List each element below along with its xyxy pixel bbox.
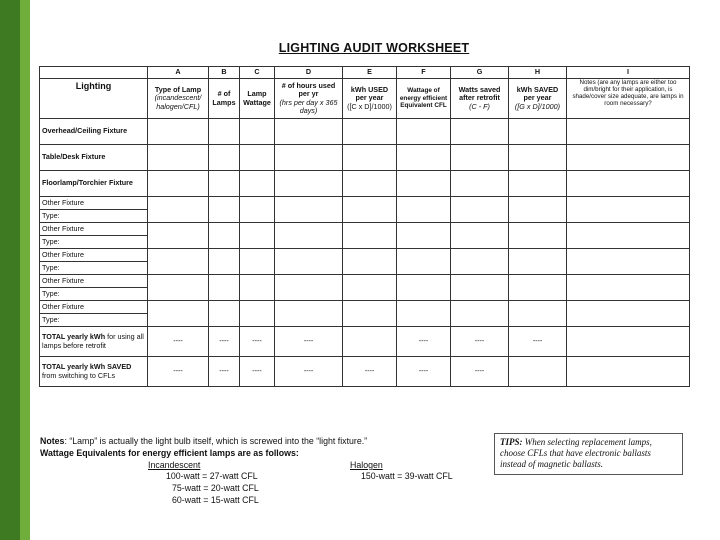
input-cell[interactable] bbox=[397, 145, 451, 171]
page-title: LIGHTING AUDIT WORKSHEET bbox=[278, 41, 470, 55]
total-saved-rest: from switching to CFLs bbox=[42, 370, 116, 380]
dash-cell: ---- bbox=[209, 357, 240, 387]
input-cell[interactable] bbox=[209, 223, 240, 249]
letter-cell: E bbox=[343, 67, 397, 79]
input-cell[interactable] bbox=[343, 119, 397, 145]
total-used-bold: TOTAL yearly kWh bbox=[42, 332, 106, 342]
header-cfl-wattage bbox=[397, 79, 451, 119]
audit-table bbox=[39, 66, 690, 387]
fixture-label: Overhead/Ceiling Fixture bbox=[40, 119, 148, 145]
input-cell[interactable] bbox=[567, 145, 690, 171]
input-cell[interactable] bbox=[240, 171, 275, 197]
dash-cell: ---- bbox=[148, 327, 209, 357]
notes-line bbox=[40, 436, 367, 446]
dash-cell: ---- bbox=[397, 357, 451, 387]
input-cell[interactable] bbox=[275, 171, 343, 197]
input-cell[interactable] bbox=[397, 223, 451, 249]
total-used-row bbox=[40, 327, 690, 357]
header-text: Watts saved after retrofit bbox=[458, 85, 501, 103]
dash-cell: ---- bbox=[509, 327, 567, 357]
input-cell[interactable] bbox=[567, 301, 690, 327]
input-cell[interactable] bbox=[397, 119, 451, 145]
table-row bbox=[40, 145, 690, 171]
input-cell[interactable] bbox=[567, 327, 690, 357]
input-cell[interactable] bbox=[209, 119, 240, 145]
input-cell[interactable] bbox=[567, 357, 690, 387]
input-cell[interactable] bbox=[209, 197, 240, 223]
header-subtext: (hrs per day x 365 days) bbox=[279, 97, 338, 115]
input-cell[interactable] bbox=[148, 223, 209, 249]
input-cell[interactable] bbox=[567, 223, 690, 249]
input-cell[interactable] bbox=[343, 197, 397, 223]
incandescent-heading: Incandescent bbox=[148, 460, 201, 470]
letter-cell: I bbox=[567, 67, 690, 79]
input-cell[interactable] bbox=[148, 119, 209, 145]
input-cell[interactable] bbox=[209, 301, 240, 327]
input-cell[interactable] bbox=[451, 145, 509, 171]
input-cell[interactable] bbox=[397, 197, 451, 223]
input-cell[interactable] bbox=[240, 145, 275, 171]
header-text: kWh USED per year bbox=[350, 85, 389, 103]
input-cell[interactable] bbox=[451, 223, 509, 249]
letter-cell: G bbox=[451, 67, 509, 79]
input-cell[interactable] bbox=[451, 275, 509, 301]
input-cell[interactable] bbox=[343, 145, 397, 171]
letter-cell: A bbox=[148, 67, 209, 79]
notes-label: Notes bbox=[40, 436, 65, 446]
dash-cell: ---- bbox=[451, 357, 509, 387]
input-cell[interactable] bbox=[275, 119, 343, 145]
dash-cell: ---- bbox=[275, 327, 343, 357]
input-cell[interactable] bbox=[509, 197, 567, 223]
wattage-equivalents-title: Wattage Equivalents for energy efficient lamps are as follows: bbox=[40, 448, 299, 458]
letter-cell bbox=[40, 67, 148, 79]
input-cell[interactable] bbox=[397, 301, 451, 327]
dash-cell: ---- bbox=[343, 357, 397, 387]
other-fixture-label: Other Fixture bbox=[40, 197, 148, 210]
header-text: # of hours used per yr bbox=[281, 80, 336, 99]
input-cell[interactable] bbox=[209, 145, 240, 171]
left-accent-bar-dark bbox=[0, 0, 20, 540]
input-cell[interactable] bbox=[240, 275, 275, 301]
input-cell[interactable] bbox=[509, 275, 567, 301]
input-cell[interactable] bbox=[343, 249, 397, 275]
dash-cell: ---- bbox=[148, 357, 209, 387]
letter-cell: H bbox=[509, 67, 567, 79]
fixture-label: Table/Desk Fixture bbox=[40, 145, 148, 171]
input-cell[interactable] bbox=[275, 223, 343, 249]
header-text: Wattage of energy efficient Equivalent CFL bbox=[399, 87, 448, 110]
input-cell[interactable] bbox=[240, 301, 275, 327]
dash-cell: ---- bbox=[397, 327, 451, 357]
input-cell[interactable] bbox=[343, 275, 397, 301]
table-row bbox=[40, 275, 690, 288]
header-type-of-lamp bbox=[148, 79, 209, 119]
header-subtext: (incandescent/ halogen/CFL) bbox=[154, 93, 202, 111]
input-cell[interactable] bbox=[567, 171, 690, 197]
other-fixture-label: Other Fixture bbox=[40, 301, 148, 314]
column-letter-row bbox=[40, 67, 690, 79]
input-cell[interactable] bbox=[148, 275, 209, 301]
header-kwh-used bbox=[343, 79, 397, 119]
header-text: Lamp Wattage bbox=[243, 89, 271, 107]
input-cell[interactable] bbox=[343, 301, 397, 327]
input-cell[interactable] bbox=[148, 197, 209, 223]
dash-cell: ---- bbox=[451, 327, 509, 357]
input-cell[interactable] bbox=[509, 223, 567, 249]
table-row bbox=[40, 301, 690, 314]
tips-text: When selecting replacement lamps, choose CFLs that have electronic ballasts instead of magnetic ballasts. bbox=[500, 437, 652, 469]
input-cell[interactable] bbox=[509, 145, 567, 171]
input-cell[interactable] bbox=[451, 197, 509, 223]
input-cell[interactable] bbox=[209, 275, 240, 301]
input-cell[interactable] bbox=[451, 249, 509, 275]
header-text: Type of Lamp bbox=[154, 85, 202, 95]
input-cell[interactable] bbox=[275, 197, 343, 223]
table-row bbox=[40, 119, 690, 145]
letter-cell: D bbox=[275, 67, 343, 79]
total-used-label bbox=[40, 327, 148, 357]
type-label: Type: bbox=[40, 314, 148, 327]
input-cell[interactable] bbox=[240, 197, 275, 223]
dash-cell: ---- bbox=[240, 357, 275, 387]
type-label: Type: bbox=[40, 236, 148, 249]
incandescent-equivalent: 100-watt = 27-watt CFL bbox=[166, 471, 258, 481]
halogen-heading: Halogen bbox=[350, 460, 383, 470]
header-notes bbox=[567, 79, 690, 119]
header-text: # of Lamps bbox=[212, 89, 236, 107]
incandescent-equivalent: 75-watt = 20-watt CFL bbox=[172, 483, 259, 493]
input-cell[interactable] bbox=[451, 301, 509, 327]
total-saved-row bbox=[40, 357, 690, 387]
header-hours-used bbox=[275, 79, 343, 119]
input-cell[interactable] bbox=[397, 171, 451, 197]
input-cell[interactable] bbox=[275, 249, 343, 275]
input-cell[interactable] bbox=[343, 327, 397, 357]
table-row bbox=[40, 197, 690, 210]
header-watts-saved bbox=[451, 79, 509, 119]
fixture-label: Floorlamp/Torchier Fixture bbox=[40, 171, 148, 197]
other-fixture-label: Other Fixture bbox=[40, 275, 148, 288]
type-label: Type: bbox=[40, 210, 148, 223]
table-row bbox=[40, 249, 690, 262]
table-row bbox=[40, 171, 690, 197]
input-cell[interactable] bbox=[275, 145, 343, 171]
input-cell[interactable] bbox=[343, 223, 397, 249]
input-cell[interactable] bbox=[451, 119, 509, 145]
header-notes-text: Notes (are any lamps are either too dim/bright for their application, is shade/cover size adequate, are lamps in room necessary? bbox=[572, 79, 684, 108]
header-lamp-wattage bbox=[240, 79, 275, 119]
tips-label: TIPS: bbox=[500, 437, 523, 447]
input-cell[interactable] bbox=[509, 357, 567, 387]
type-label: Type: bbox=[40, 288, 148, 301]
dash-cell: ---- bbox=[240, 327, 275, 357]
input-cell[interactable] bbox=[567, 119, 690, 145]
other-fixture-label: Other Fixture bbox=[40, 223, 148, 236]
input-cell[interactable] bbox=[509, 119, 567, 145]
header-row bbox=[40, 79, 690, 119]
input-cell[interactable] bbox=[397, 249, 451, 275]
input-cell[interactable] bbox=[148, 301, 209, 327]
input-cell[interactable] bbox=[567, 197, 690, 223]
letter-cell: C bbox=[240, 67, 275, 79]
input-cell[interactable] bbox=[240, 249, 275, 275]
header-kwh-saved bbox=[509, 79, 567, 119]
input-cell[interactable] bbox=[148, 145, 209, 171]
header-num-lamps bbox=[209, 79, 240, 119]
input-cell[interactable] bbox=[275, 301, 343, 327]
header-subtext: ([G x D]/1000) bbox=[514, 101, 561, 111]
header-subtext: ([C x D]/1000) bbox=[347, 101, 392, 111]
total-saved-bold: TOTAL yearly kWh SAVED bbox=[42, 362, 132, 372]
input-cell[interactable] bbox=[148, 249, 209, 275]
dash-cell: ---- bbox=[275, 357, 343, 387]
total-used-rest: for using all lamps before retrofit bbox=[42, 332, 144, 350]
letter-cell: B bbox=[209, 67, 240, 79]
incandescent-equivalent: 60-watt = 15-watt CFL bbox=[172, 495, 259, 505]
input-cell[interactable] bbox=[451, 171, 509, 197]
input-cell[interactable] bbox=[148, 171, 209, 197]
input-cell[interactable] bbox=[240, 119, 275, 145]
header-lighting: Lighting bbox=[40, 79, 148, 119]
input-cell[interactable] bbox=[343, 171, 397, 197]
input-cell[interactable] bbox=[509, 301, 567, 327]
input-cell[interactable] bbox=[509, 171, 567, 197]
dash-cell: ---- bbox=[209, 327, 240, 357]
total-saved-label bbox=[40, 357, 148, 387]
other-fixture-label: Other Fixture bbox=[40, 249, 148, 262]
tips-box bbox=[494, 433, 683, 475]
input-cell[interactable] bbox=[567, 275, 690, 301]
notes-text: : “Lamp” is actually the light bulb itself, which is screwed into the “light fixture.” bbox=[64, 436, 368, 446]
header-subtext: (C - F) bbox=[469, 101, 490, 111]
left-accent-bar-light bbox=[20, 0, 30, 540]
input-cell[interactable] bbox=[209, 249, 240, 275]
input-cell[interactable] bbox=[275, 275, 343, 301]
input-cell[interactable] bbox=[397, 275, 451, 301]
table-row bbox=[40, 223, 690, 236]
input-cell[interactable] bbox=[240, 223, 275, 249]
input-cell[interactable] bbox=[567, 249, 690, 275]
input-cell[interactable] bbox=[509, 249, 567, 275]
input-cell[interactable] bbox=[209, 171, 240, 197]
letter-cell: F bbox=[397, 67, 451, 79]
type-label: Type: bbox=[40, 262, 148, 275]
halogen-equivalent: 150-watt = 39-watt CFL bbox=[361, 471, 453, 481]
header-text: kWh SAVED per year bbox=[516, 85, 559, 103]
